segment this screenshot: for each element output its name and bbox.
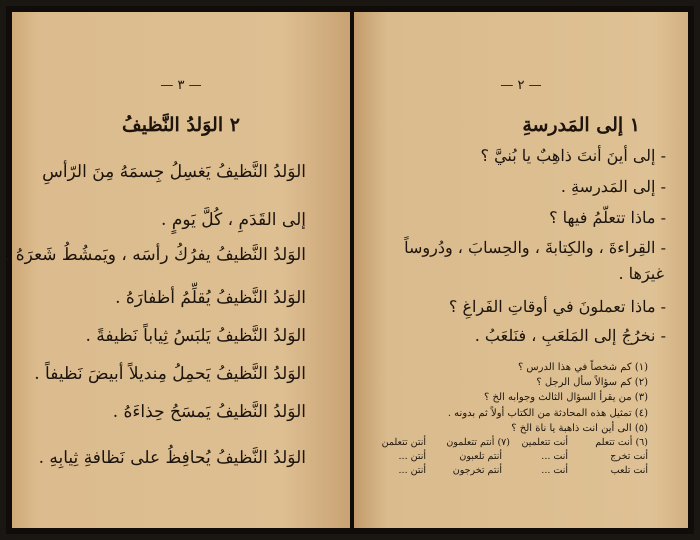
text-line: - نخرُجُ إلى المَلعَبِ ، فنَلعَبُ .: [474, 326, 666, 345]
text-line: غيرَها .: [618, 264, 664, 283]
drill-cell: أنت ...: [541, 451, 568, 462]
drill-cell: أنتن ...: [398, 465, 426, 476]
text-line: - إلى أينَ أنتَ ذاهِبٌ يا بُنيَّ ؟: [480, 146, 666, 165]
drill-cell: أنت تلعب: [610, 465, 648, 476]
text-line: الوَلدُ النَّظيفُ يَلبَسُ ثِياباً نَظيفةً .: [85, 326, 306, 346]
text-line: - إلى المَدرسةِ .: [560, 177, 666, 196]
open-book: [6, 6, 694, 534]
exercise-question: (٤) تمثيل هذه المحادثة من الكتاب أولاً ثم بدونه .: [447, 408, 648, 419]
exercise-question: (٣) من يقرأ السؤال الثالث وجوابه الخ ؟: [484, 392, 648, 403]
text-line: الوَلدُ النَّظيفُ يُقلِّمُ أظفارَهُ .: [115, 288, 306, 308]
text-line: - ماذا تعملونَ في أوقاتِ الفَراغِ ؟: [448, 297, 666, 316]
left-page: [4, 12, 350, 528]
drill-cell: أنتم تلعبون: [459, 451, 502, 462]
page-number: — ٣ —: [160, 78, 202, 93]
text-line: الوَلدُ النَّظيفُ يفرُكُ رأسَه ، ويَمشُطُ شَعرَهُ .: [4, 245, 306, 265]
drill-cell: أنتم تخرجون: [452, 465, 502, 476]
drill-cell: أنت تخرج: [610, 451, 648, 462]
text-line: الوَلدُ النَّظيفُ يَمسَحُ حِذاءَهُ .: [112, 402, 306, 422]
exercise-question: (٢) كم سؤالاً سأل الرجل ؟: [536, 377, 648, 388]
text-line: الوَلدُ النَّظيفُ يَغسِلُ جِسمَهُ مِنَ الرّأسِ: [42, 162, 306, 182]
right-page: [354, 12, 688, 528]
drill-cell: (٦) أنت تتعلم: [595, 437, 648, 448]
text-line: - ماذا تتعلّمُ فيها ؟: [549, 208, 666, 227]
drill-cell: (٧) أنتم تتعلمون: [446, 437, 510, 448]
drill-cell: أنتن ...: [398, 451, 426, 462]
text-line: إلى القَدَمِ ، كُلَّ يَومٍ .: [161, 210, 306, 230]
text-line: الوَلدُ النَّظيفُ يَحمِلُ مِنديلاً أبيضَ نَظيفاً .: [34, 364, 306, 384]
text-line: الوَلدُ النَّظيفُ يُحافِظُ على نَظافةِ ثِيابِهِ .: [38, 448, 306, 468]
text-line: - القِراءةَ ، والكِتابةَ ، والحِسابَ ، ودُروساً: [404, 238, 666, 257]
lesson-title: ٢ الوَلدُ النَّظيفُ: [122, 114, 240, 136]
drill-cell: أنت ...: [541, 465, 568, 476]
drill-cell: أنتن تتعلمن: [381, 437, 426, 448]
page-number: — ٢ —: [500, 78, 542, 93]
exercise-question: (١) كم شخصاً في هذا الدرس ؟: [517, 362, 648, 373]
drill-cell: أنت تتعلمين: [521, 437, 568, 448]
exercise-question: (٥) الى أين انت ذاهبة يا ناة الخ ؟: [511, 423, 648, 434]
lesson-title: ١ إلى المَدرسةِ: [522, 114, 640, 136]
